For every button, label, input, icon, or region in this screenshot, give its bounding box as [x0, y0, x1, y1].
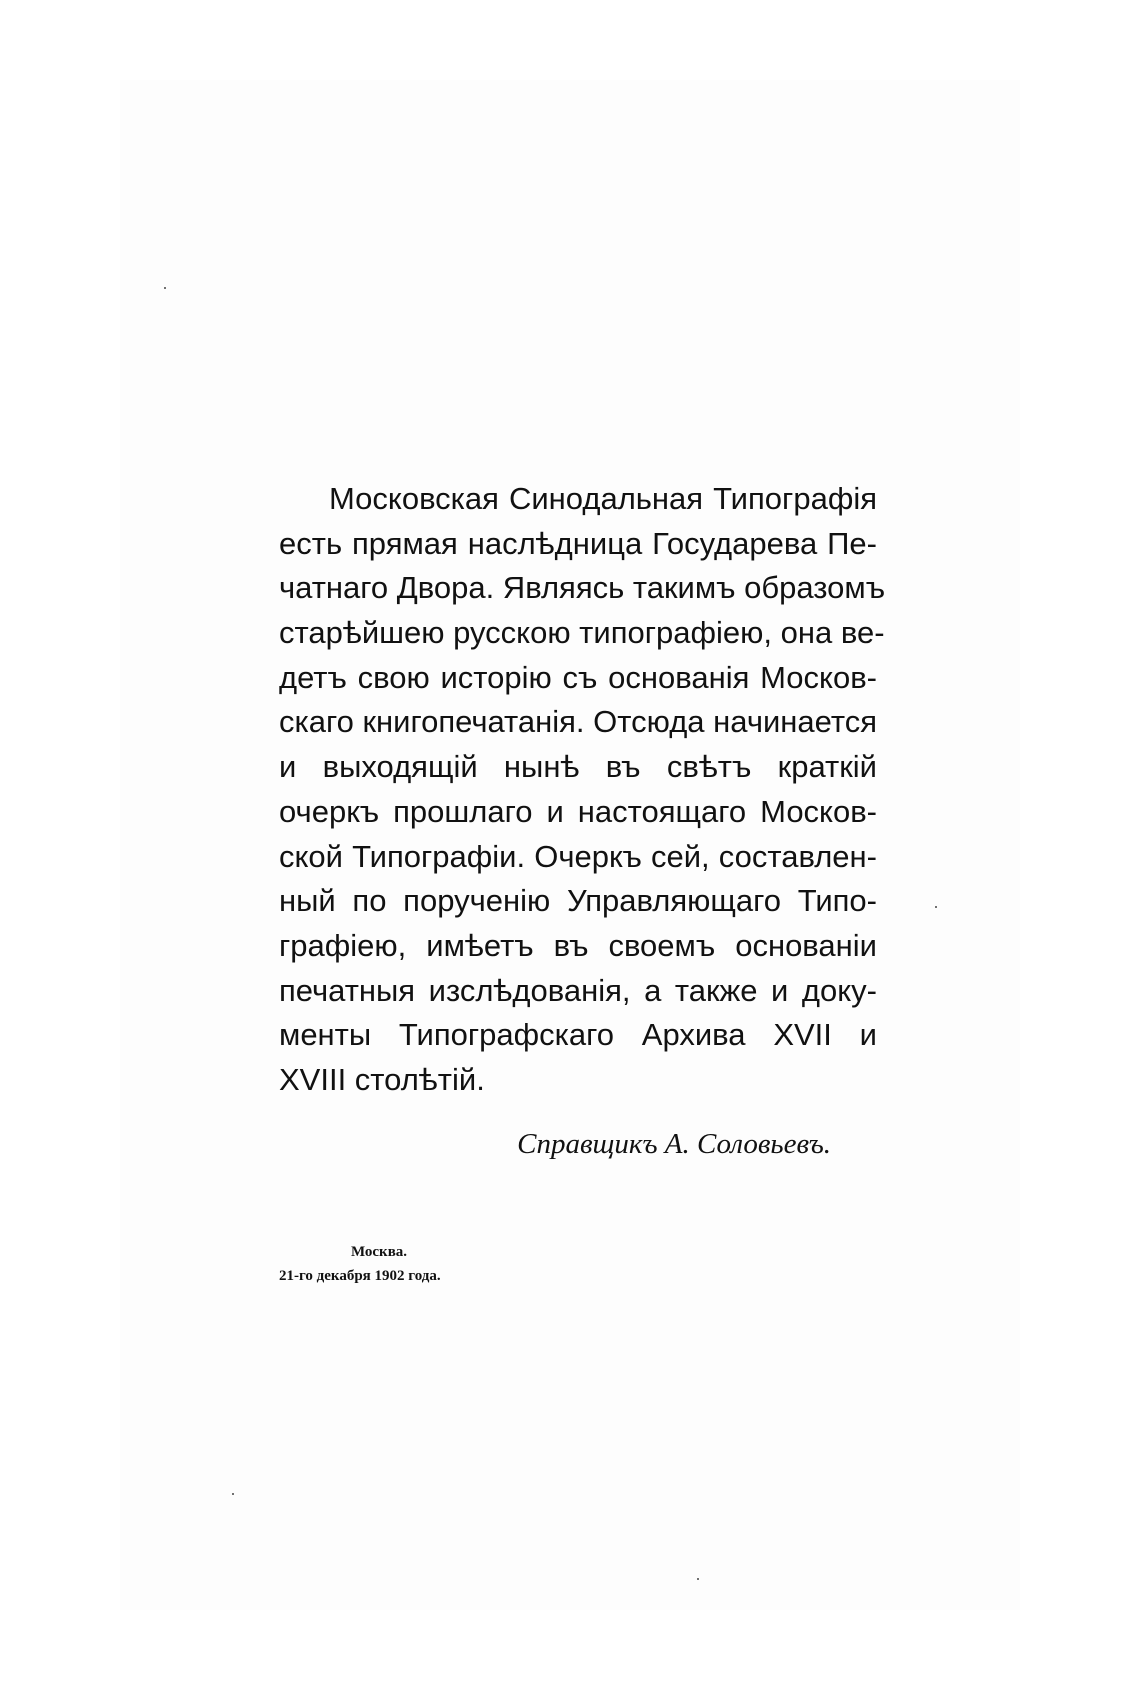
scan-speck: [164, 287, 166, 289]
place: Москва.: [350, 1244, 408, 1260]
body-line: очеркъ прошлаго и настоящаго Москов-: [279, 793, 877, 829]
body-line: скаго книгопечатанія. Отсюда начинается: [279, 704, 877, 740]
scan-speck: [697, 1578, 699, 1580]
scan-speck: [935, 906, 937, 908]
body-line: менты Типографскаго Архива XVII и: [279, 1017, 877, 1053]
place-date: [279, 1240, 479, 1288]
body-line: Московская Синодальная Типографія: [329, 481, 877, 516]
body-line: есть прямая наслѣдница Государева Пе-: [279, 525, 877, 561]
body-line: детъ свою исторію съ основанія Москов-: [279, 659, 877, 695]
body-line: печатныя изслѣдованія, а также и доку-: [279, 972, 877, 1008]
body-line: ской Типографіи. Очеркъ сей, составлен-: [279, 838, 877, 874]
body-line: и выходящій нынѣ въ свѣтъ краткій: [279, 749, 877, 785]
body-line: графіею, имѣетъ въ своемъ основаніи: [279, 927, 877, 963]
body-line: старѣйшею русскою типографіею, она ве-: [279, 615, 885, 651]
scan-speck: [232, 1493, 234, 1495]
body-line: ный по порученію Управляющаго Типо-: [279, 883, 877, 919]
body-line: XVIII столѣтій.: [279, 1061, 485, 1097]
body-line: чатнаго Двора. Являясь такимъ образомъ: [279, 570, 886, 606]
body-text: [279, 477, 886, 1103]
date: 21-го декабря 1902 года.: [279, 1268, 441, 1284]
signature: Справщикъ А. Соловьевъ.: [517, 1128, 831, 1160]
